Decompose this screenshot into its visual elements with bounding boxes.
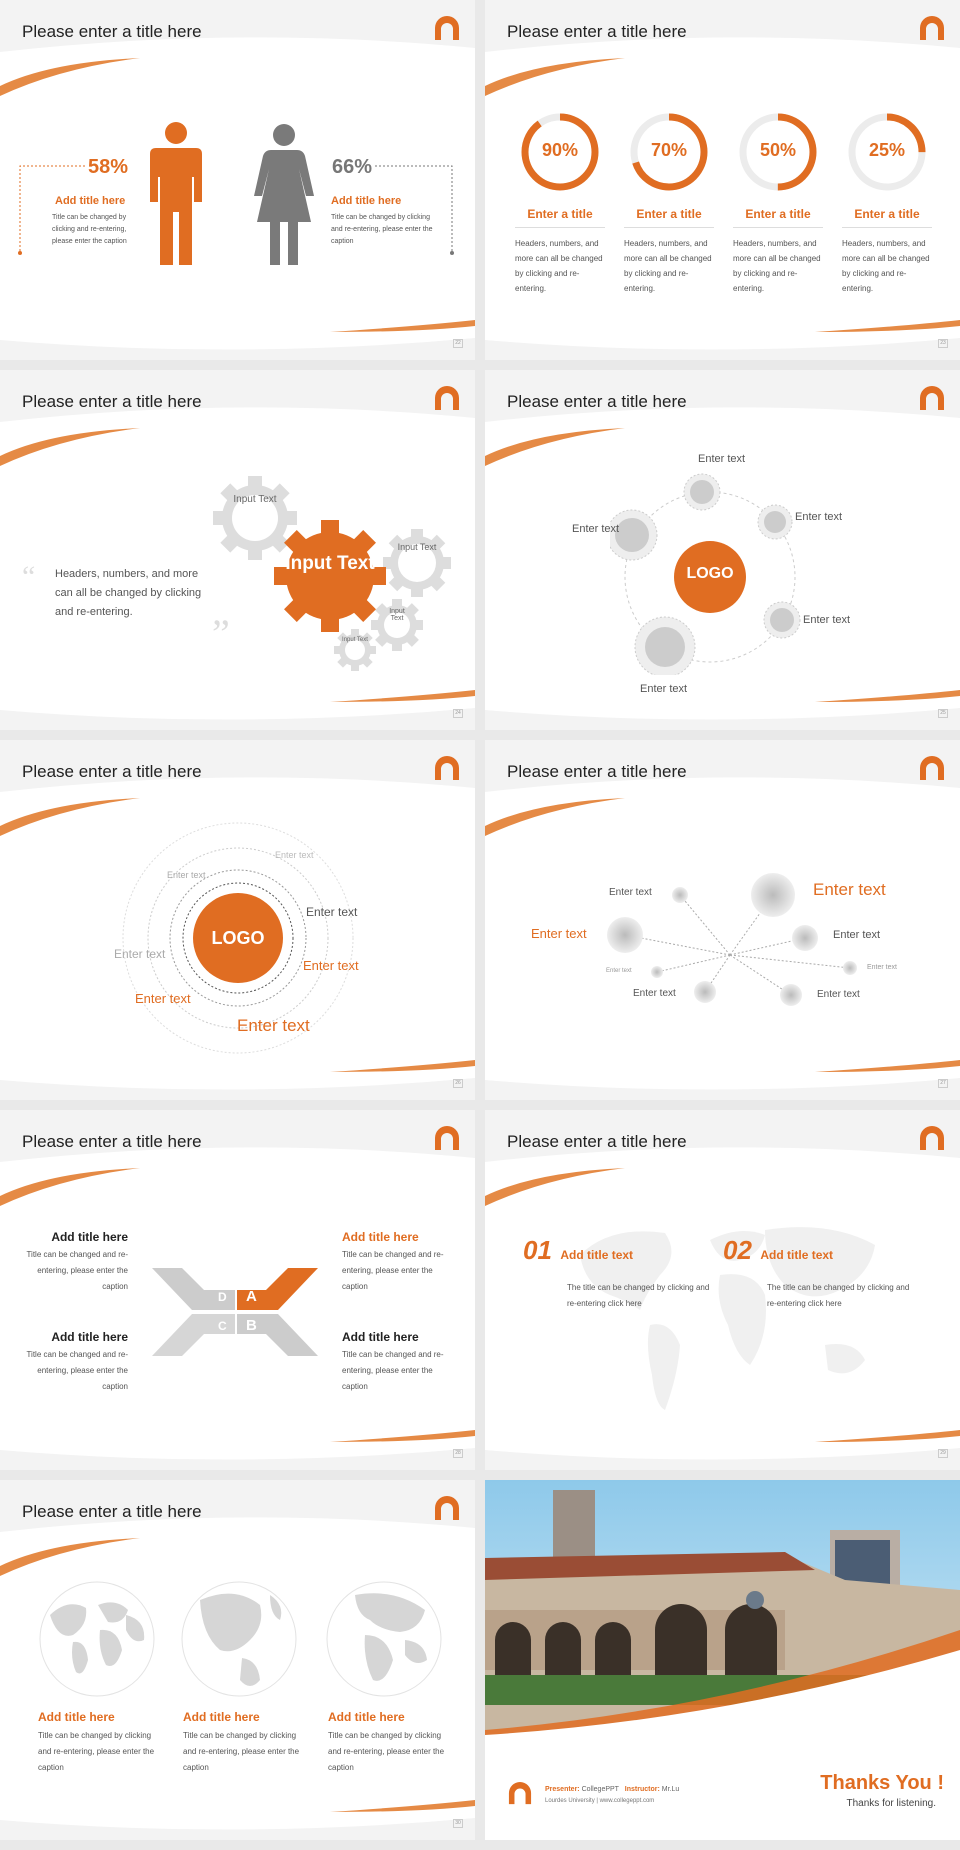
block-title: Add title here	[342, 1230, 419, 1244]
node-label: Enter text	[609, 887, 652, 898]
globe-icon	[180, 1580, 298, 1698]
orbit-label: Enter text	[698, 453, 746, 465]
ring-text: Headers, numbers, and more can all be changed by clicking and re-entering.	[624, 239, 712, 293]
university-line: Lourdes University | www.collegeppt.com	[545, 1798, 655, 1804]
slide-22[interactable]	[0, 0, 475, 360]
presenter-label: Presenter:	[545, 1786, 580, 1793]
slide-24[interactable]	[0, 370, 475, 730]
ring-label: Enter a title	[733, 207, 823, 228]
block-text: Title can be changed and re-entering, please enter the caption	[342, 1250, 444, 1291]
center-logo-label: LOGO	[211, 928, 265, 948]
ring-value: 25%	[868, 140, 906, 160]
presenter-line	[545, 1786, 679, 1793]
globe-item	[183, 1710, 303, 1776]
university-name: Lourdes University	[545, 1798, 595, 1804]
brand-logo-icon	[507, 1782, 533, 1806]
letter-d: D	[218, 1290, 227, 1304]
footer-curve	[485, 1430, 960, 1470]
item-text: The title can be changed by clicking and re-entering click here	[767, 1283, 910, 1308]
page-title: Please enter a title here	[507, 392, 687, 411]
item-text: Title can be changed by clicking and re-entering, please enter the caption	[38, 1731, 155, 1772]
page-number: 25	[938, 709, 948, 718]
ring-item	[515, 112, 605, 296]
brand-logo-icon	[918, 1126, 946, 1152]
right-percent: 66%	[332, 156, 373, 178]
page-title: Please enter a title here	[22, 1132, 202, 1151]
ring-text: Headers, numbers, and more can all be changed by clicking and re-entering.	[515, 239, 603, 293]
abcd-arrows-diagram	[152, 1268, 318, 1356]
header-curve	[0, 1110, 475, 1220]
ring-label: Enter text	[275, 850, 314, 860]
node-label: Enter text	[867, 964, 897, 971]
slide-31-closing[interactable]	[485, 1480, 960, 1840]
globe-item	[38, 1710, 158, 1776]
male-figure-icon	[148, 122, 204, 267]
header-curve	[0, 0, 475, 110]
page-number: 26	[453, 1079, 463, 1088]
footer-curve	[0, 690, 475, 730]
info-block-right-bottom	[342, 1330, 452, 1395]
open-quote-icon: “	[22, 560, 36, 593]
ring-item	[733, 112, 823, 296]
page-title: Please enter a title here	[507, 762, 687, 781]
website-link[interactable]: www.collegeppt.com	[599, 1798, 655, 1804]
gear-label: Input Text	[342, 637, 368, 643]
item-02	[723, 1235, 833, 1266]
footer-curve	[485, 320, 960, 360]
right-caption: Title can be changed by clicking and re-entering, please enter the caption	[331, 214, 433, 245]
close-quote-icon: ”	[212, 611, 230, 656]
female-figure-icon	[253, 124, 315, 267]
letter-b: B	[246, 1317, 257, 1334]
globe-item	[328, 1710, 448, 1776]
slide-26[interactable]	[0, 740, 475, 1100]
orbit-label: Enter text	[795, 511, 843, 523]
letter-a: A	[246, 1288, 257, 1305]
gear-main-label: Input Text	[285, 553, 375, 574]
brand-logo-icon	[918, 386, 946, 412]
orbit-label: Enter text	[572, 523, 620, 535]
right-title: Add title here	[331, 195, 402, 207]
node-label: Enter text	[813, 880, 886, 899]
item-text: The title can be changed by clicking and re-entering click here	[567, 1283, 710, 1308]
ring-text: Headers, numbers, and more can all be changed by clicking and re-entering.	[842, 239, 930, 293]
item-title: Add title here	[38, 1710, 115, 1724]
footer-curve	[0, 1060, 475, 1100]
slide-28[interactable]	[0, 1110, 475, 1470]
orbit-label: Enter text	[640, 683, 688, 695]
page-title: Please enter a title here	[507, 1132, 687, 1151]
info-block-left-top	[20, 1230, 128, 1295]
ring-label: Enter a title	[515, 207, 605, 228]
page-number: 29	[938, 1449, 948, 1458]
node-label: Enter text	[606, 968, 632, 974]
page-title: Please enter a title here	[22, 22, 202, 41]
ring-value: 70%	[650, 140, 688, 160]
thanks-title: Thanks You !	[820, 1772, 944, 1794]
slide-23[interactable]	[485, 0, 960, 360]
quote-text: Headers, numbers, and more can all be changed by clicking and re-entering.	[55, 568, 202, 618]
slide-27[interactable]	[485, 740, 960, 1100]
footer-curve	[0, 1430, 475, 1470]
header-curve	[485, 0, 960, 110]
footer-curve	[0, 1800, 475, 1840]
gear-label: Input Text	[397, 542, 437, 552]
ring-label: Enter text	[237, 1016, 310, 1035]
info-block-right-top	[342, 1230, 452, 1295]
node-label: Enter text	[833, 929, 881, 941]
brand-logo-icon	[433, 1496, 461, 1522]
ring-label: Enter text	[135, 991, 191, 1006]
instructor-name: Mr.Lu	[661, 1786, 680, 1793]
ring-item	[624, 112, 714, 296]
page-title: Please enter a title here	[22, 392, 202, 411]
page-number: 30	[453, 1819, 463, 1828]
page-number: 28	[453, 1449, 463, 1458]
ring-label: Enter a title	[624, 207, 714, 228]
slide-30[interactable]	[0, 1480, 475, 1840]
page-number: 24	[453, 709, 463, 718]
footer-curve	[485, 690, 960, 730]
ring-value: 50%	[759, 140, 797, 160]
item-title: Add title text	[760, 1248, 834, 1262]
item-text: Title can be changed by clicking and re-entering, please enter the caption	[328, 1731, 445, 1772]
left-title: Add title here	[55, 195, 126, 207]
left-caption: Title can be changed by clicking and re-entering, please enter the caption	[52, 214, 127, 245]
slide-29[interactable]	[485, 1110, 960, 1470]
node-label: Enter text	[531, 926, 587, 941]
node-label: Enter text	[633, 988, 676, 999]
footer-curve	[485, 1060, 960, 1100]
ring-item	[842, 112, 932, 296]
item-text: Title can be changed by clicking and re-entering, please enter the caption	[183, 1731, 300, 1772]
info-block-left-bottom	[20, 1330, 128, 1395]
block-text: Title can be changed and re-entering, please enter the caption	[26, 1350, 128, 1391]
node-label: Enter text	[817, 989, 860, 1000]
center-logo-label: LOGO	[686, 565, 734, 582]
item-title: Add title here	[328, 1710, 405, 1724]
gear-label: Input Text	[233, 494, 277, 505]
instructor-label: Instructor:	[624, 1786, 660, 1793]
slide-25[interactable]	[485, 370, 960, 730]
page-title: Please enter a title here	[507, 22, 687, 41]
page-title: Please enter a title here	[22, 762, 202, 781]
block-title: Add title here	[342, 1330, 419, 1344]
gear-label: Input Text	[389, 608, 405, 622]
ring-text: Headers, numbers, and more can all be changed by clicking and re-entering.	[733, 239, 821, 293]
page-title: Please enter a title here	[22, 1502, 202, 1521]
globe-icon	[38, 1580, 156, 1698]
page-number: 22	[453, 339, 463, 348]
brand-logo-icon	[433, 16, 461, 42]
network-diagram	[485, 740, 960, 1100]
brand-logo-icon	[918, 16, 946, 42]
block-text: Title can be changed and re-entering, please enter the caption	[342, 1350, 444, 1391]
header-curve	[0, 1480, 475, 1590]
block-title: Add title here	[51, 1230, 128, 1244]
brand-logo-icon	[433, 386, 461, 412]
item-title: Add title text	[560, 1248, 634, 1262]
letter-c: C	[218, 1319, 227, 1333]
ring-label: Enter text	[167, 870, 206, 880]
item-number: 02	[723, 1235, 752, 1265]
block-text: Title can be changed and re-entering, please enter the caption	[26, 1250, 128, 1291]
header-curve	[485, 1110, 960, 1220]
block-title: Add title here	[51, 1330, 128, 1344]
orbit-label: Enter text	[803, 614, 851, 626]
item-title: Add title here	[183, 1710, 260, 1724]
presenter-name: CollegePPT	[581, 1786, 619, 1793]
page-number: 23	[938, 339, 948, 348]
ring-label: Enter text	[306, 905, 358, 919]
campus-photo	[485, 1480, 960, 1740]
page-number: 27	[938, 1079, 948, 1088]
left-percent: 58%	[88, 156, 129, 178]
globe-icon	[325, 1580, 443, 1698]
ring-label: Enter a title	[842, 207, 932, 228]
ring-label: Enter text	[303, 958, 359, 973]
item-number: 01	[523, 1235, 552, 1265]
ring-value: 90%	[541, 140, 579, 160]
footer-curve	[0, 320, 475, 360]
thanks-subtitle: Thanks for listening.	[846, 1798, 936, 1809]
item-01	[523, 1235, 633, 1266]
brand-logo-icon	[433, 1126, 461, 1152]
ring-label: Enter text	[114, 947, 166, 961]
brand-logo-icon	[433, 756, 461, 782]
